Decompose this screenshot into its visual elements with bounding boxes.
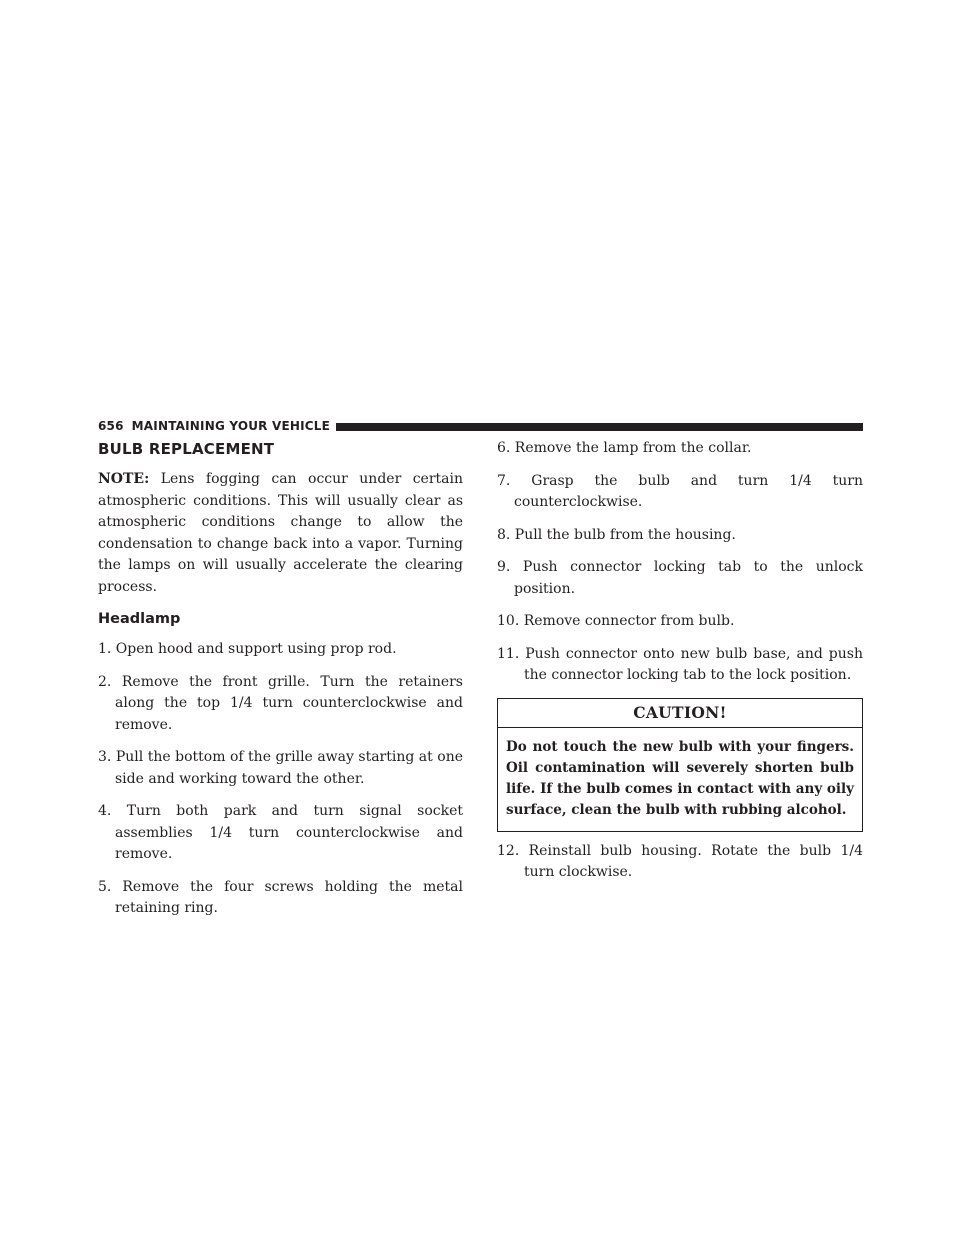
page-number: 656 [98,419,124,433]
note-text: Lens fogging can occur under certain atmospheric conditions. This will usually clear as atmospheric conditions change to allow the condensation to change back into a vapor. Turning the lamps on will usually accelerate the clearing process. [98,471,463,595]
step-7: 7. Grasp the bulb and turn 1/4 turn counterclockwise. [497,472,863,510]
header-rule [336,423,863,431]
note-paragraph [98,469,463,598]
steps-list-final [497,841,863,884]
step-9: 9. Push connector locking tab to the unlock position. [497,559,863,597]
step-1: 1. Open hood and support using prop rod. [98,641,397,657]
page-title: BULB REPLACEMENT [98,440,275,458]
steps-list-left [98,639,463,920]
caution-box [497,698,863,832]
step-8: 8. Pull the bulb from the housing. [497,526,736,543]
step-5: 5. Remove the four screws holding the metal retaining ring. [98,878,463,916]
step-3: 3. Pull the bottom of the grille away starting at one side and working toward the other. [98,749,463,787]
caution-text: Do not touch the new bulb with your fingers. Oil contamination will severely shorten bulb life. If the bulb comes in contact with any oily surface, clean the bulb with rubbing alcohol. [506,738,854,818]
step-12: 12. Reinstall bulb housing. Rotate the bulb 1/4 turn clockwise. [497,842,863,880]
right-column [497,438,863,895]
step-10: 10. Remove connector from bulb. [497,613,735,629]
caution-title: CAUTION! [498,699,862,728]
step-4: 4. Turn both park and turn signal socket assemblies 1/4 turn counterclockwise and remove. [98,803,463,862]
step-6: 6. Remove the lamp from the collar. [497,440,752,456]
page-header [98,418,863,435]
steps-list-right [497,438,863,687]
headlamp-subheading: Headlamp [98,611,181,627]
note-label: NOTE: [98,471,150,487]
step-11: 11. Push connector onto new bulb base, and push the connector locking tab to the lock position. [497,645,863,683]
step-2: 2. Remove the front grille. Turn the retainers along the top 1/4 turn counterclockwise and remove. [98,673,463,733]
left-column [98,438,463,931]
section-title: MAINTAINING YOUR VEHICLE [131,419,331,433]
